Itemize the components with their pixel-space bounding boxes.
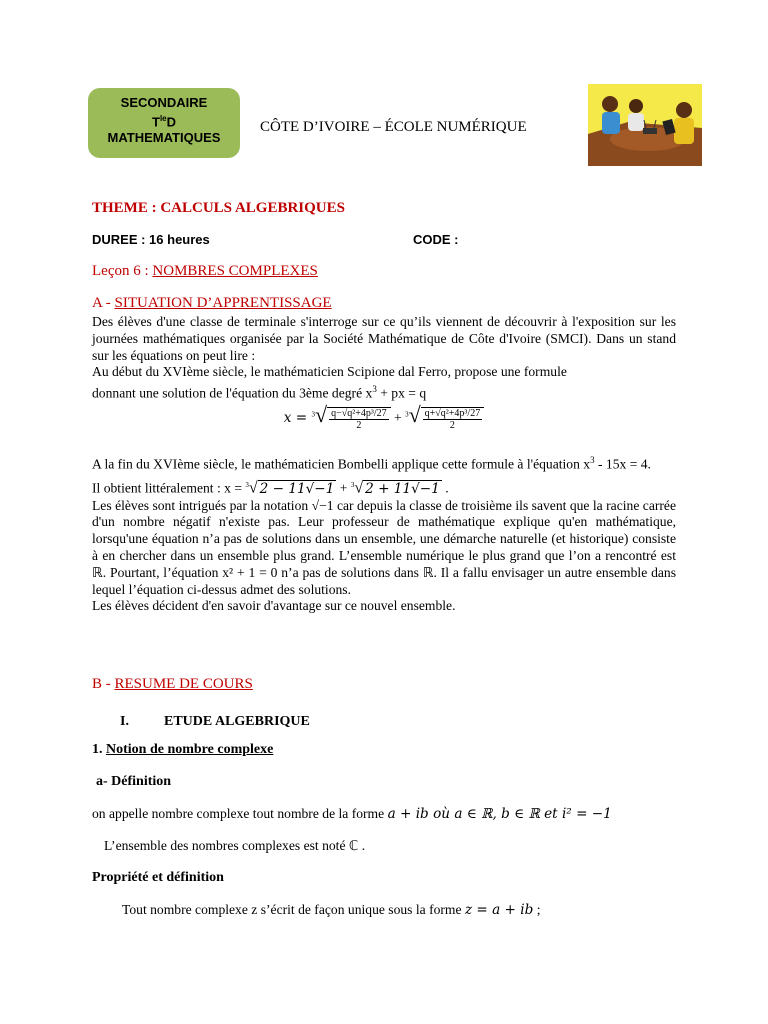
badge-line-level: $T^{le}D$ — [151, 114, 176, 130]
section-b-heading: B - RESUME DE COURS — [92, 676, 253, 692]
ensemble-text: L’ensemble des nombres complexes est noté ℂ . — [104, 838, 366, 853]
badge-line-subject: MATHEMATIQUES — [107, 130, 221, 146]
country-title: CÔTE D’IVOIRE – ÉCOLE NUMÉRIQUE — [260, 119, 527, 135]
students-with-tablets-icon — [588, 84, 702, 166]
ferro-line-2: donnant une solution de l'équation du 3ème degré $x^3$ + px = q — [92, 384, 427, 401]
section-a-heading: A - SITUATION D’APPRENTISSAGE — [92, 295, 332, 311]
property-heading: Propriété et définition — [92, 870, 224, 885]
part-heading: I. ETUDE ALGEBRIQUE — [120, 714, 310, 729]
lesson-title: Leçon 6 : NOMBRES COMPLEXES — [92, 263, 318, 279]
notion-heading: 1. Notion de nombre complexe — [92, 742, 274, 757]
duree-label: DUREE : 16 heures — [92, 232, 210, 247]
definition-text: on appelle nombre complexe tout nombre de la forme a + ib où a ∈ ℝ, b ∈ ℝ et i² = −1 — [92, 806, 612, 822]
intro-text: Des élèves d'une classe de terminale s'interroge sur ce qu’ils viennent de découvrir à l'exposition sur les journées mathématiques organisée par la Société Mathématique de Côte d'Ivoire (SMCI). Dans un stand sur les équations on peut lire : — [92, 314, 676, 363]
code-label: CODE : — [413, 232, 459, 247]
unique-form-text: Tout nombre complexe z s’écrit de façon unique sous la forme z = a + ib ; — [122, 902, 541, 918]
theme-title: THEME : CALCULS ALGEBRIQUES — [92, 200, 345, 216]
bombelli-text: A la fin du XVIème siècle, le mathématicien Bombelli applique cette formule à l'équation $x^3 - 15x = 4$. — [92, 455, 651, 472]
bombelli-paragraph — [92, 452, 676, 615]
level-badge — [88, 88, 240, 158]
intrigues-text: Les élèves sont intrigués par la notation √−1 car depuis la classe de troisième ils savent que la racine carrée d'un nombre négatif n'existe pas. Leur professeur de mathématique explique qu'en mathématique, lorsqu'une équation n’a pas de solutions dans un ensemble, une démarche naturelle (et historique) consiste à en chercher dans un ensemble plus grand. L’ensemble numérique le plus grand que l’on a rencontré est ℝ. Pourtant, l’équation x² + 1 = 0 n’a pas de solutions dans ℝ. Il a fallu envisager un autre ensemble dans lequel l’équation ci-dessus admet des solutions. — [92, 497, 676, 597]
obtient-text: Il obtient littéralement : x = $^3$√ 2 − 11√−1 + $^3$√ 2 + 11√−1 . — [92, 479, 449, 497]
badge-line-secondaire: SECONDAIRE — [120, 95, 208, 110]
ferro-line-1: Au début du XVIème siècle, le mathématicien Scipione dal Ferro, propose une formule — [92, 364, 567, 380]
decident-text: Les élèves décident d'en savoir d'avantage sur ce nouvel ensemble. — [92, 598, 456, 614]
definition-heading: a- Définition — [96, 774, 172, 789]
cardano-formula: x = $^3$√ $\frac{\text{q−√q²+4p³/27}}{2}$ + $^3$√ $\frac{\text{q+√q²+4p³/27}}{2}$ — [0, 402, 768, 431]
situation-paragraph — [92, 314, 676, 403]
